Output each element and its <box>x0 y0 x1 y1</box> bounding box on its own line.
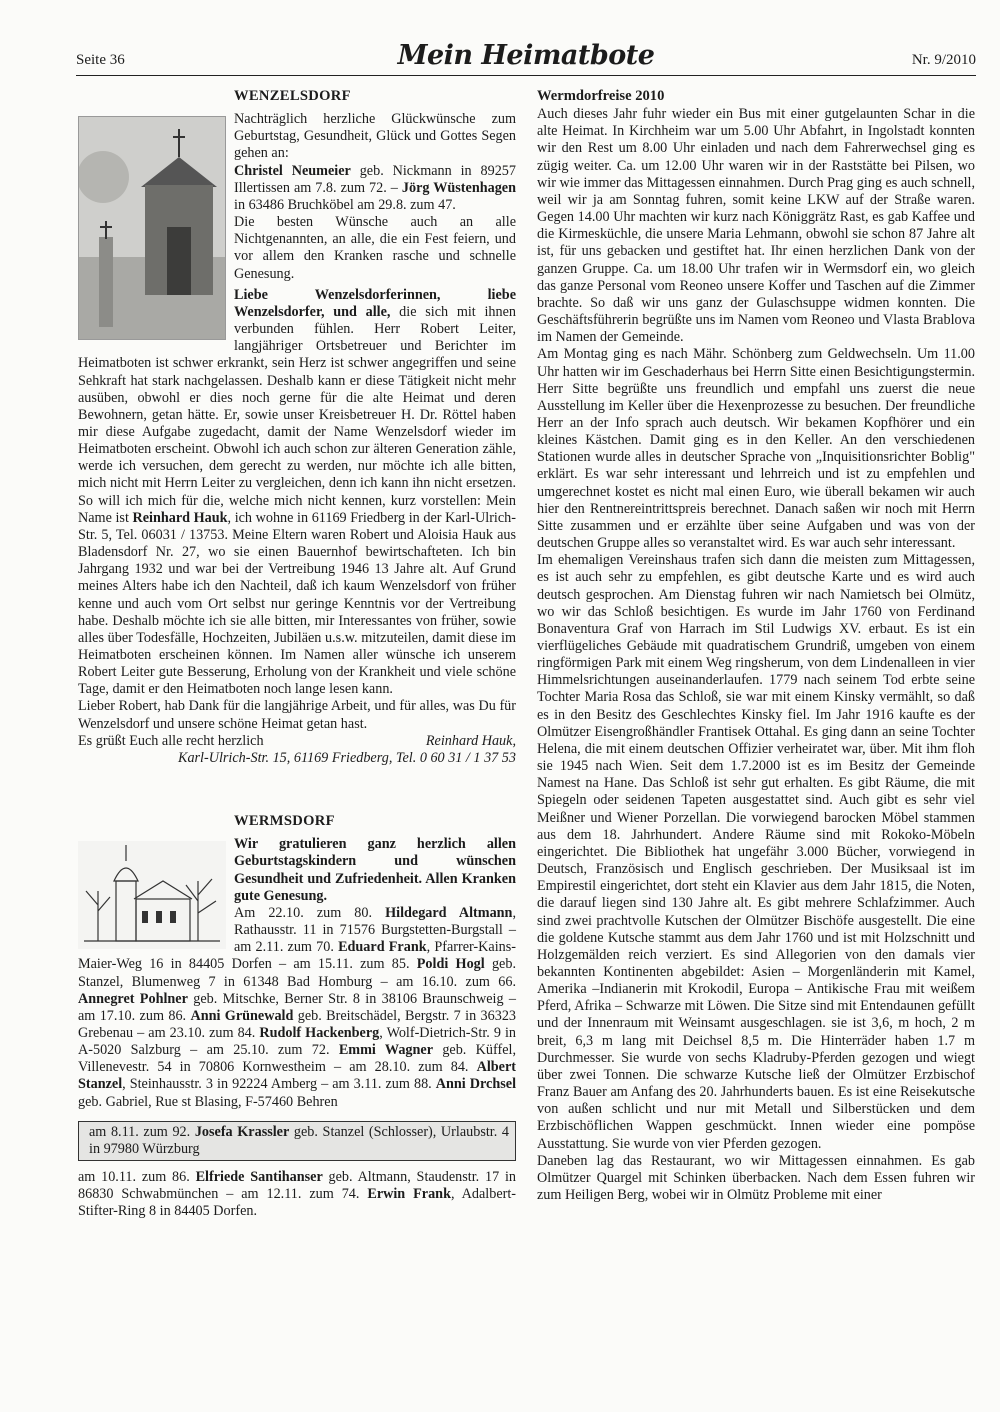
header-rule <box>76 75 976 76</box>
letter-closing: Lieber Robert, hab Dank für die langjährige Arbeit, und für alles, was Du für Wenzelsdorf und unsere schöne Heimat getan hast. <box>78 698 516 732</box>
wenzelsdorf-intro: Nachträglich herzliche Glückwünsche zum Geburtstag, Gesundheit, Glück und Gottes Segen gehen an: <box>234 111 516 162</box>
signature-line: Es grüßt Euch alle recht herzlich Reinhard Hauk, <box>78 732 516 749</box>
best-wishes: Die besten Wünsche auch an alle Nichtgenannten, an alle, die ein Fest feiern, und vor allem den Kranken rasche und schnelle Genesung. <box>234 214 516 282</box>
trip-report-title: Wermdorfreise 2010 <box>537 88 665 104</box>
wermsdorf-intro: Wir gratulieren ganz herzlich allen Geburtstagskindern und wünschen Gesundheit und Zufriedenheit. Allen Kranken gute Genesung. <box>234 836 516 904</box>
left-column <box>78 88 516 1221</box>
signature-address: Karl-Ulrich-Str. 15, 61169 Friedberg, Tel. 0 60 31 / 1 37 53 <box>177 749 516 766</box>
wenzelsdorf-title: WENZELSDORF <box>234 88 351 104</box>
letter-author: Reinhard Hauk <box>132 509 228 526</box>
wermsdorf-section <box>78 813 516 1220</box>
wermsdorf-birthdays: Am 22.10. zum 80. Hildegard Altmann, Rathausstr. 11 in 71576 Burgstetten-Burgstall – am 2.11. zum 70. Eduard Frank, Pfarrer-Kains-Maier-Weg 16 in 84405 Dorfen – am 15.11. zum 85. Poldi Hogl geb. Stanzel, Blumenweg 7 in 61348 Bad Homburg – am 16.10. zum 66. Annegret Pohlner geb. Mitschke, Berner Str. 8 in 38106 Braunschweig – am 17.10. zum 86. Anni Grünewald geb. Breitschädel, Bergstr. 7 in 36323 Grebenau – am 23.10. zum 84. Rudolf Hackenberg, Wolf-Dietrich-Str. 9 in A-5020 Salzburg – am 25.10. zum 72. Emmi Wagner geb. Küffel, Villenevestr. 54 in 70806 Kornwestheim – am 28.10. zum 84. Albert Stanzel, Steinhausstr. 3 in 92224 Amberg – am 3.11. zum 88. Anni Drchsel geb. Gabriel, Rue st Blasing, F-57460 Behren <box>78 904 517 1110</box>
trip-paragraph-2: Am Montag ging es nach Mähr. Schönberg zum Geldwechseln. Um 11.00 Uhr hatten wir im Geschaderhaus bei Herrn Sitte einen Besichtigungstermin. Herr Sitte begrüßte uns freundlich und empfahl uns zuerst die neue Ausstellung im Keller über die Hexenprozesse zu besuchen. Der freundliche Herr an der Info sprach auch deutsch. Wir bekamen Kopfhörer und ein kleines Kästchen. Damit ging es in den Keller. An den verschiedenen Stationen wurde alles in deutscher Sprache von „Inquisitionsrichter Boblig" erklärt. Es war sehr interessant und lehrreich und ist zu empfehlen und umgerechnet kostet es nicht mal einen Euro, wie überall bekamen wir auch hier den Rentnereintrittspreis berechnet. Danach saßen wir noch mit Herrn Sitte zusammen und er erzählte über seine Aufgaben und was von der deutschen Gruppe alles so veranstaltet wird. Es war auch sehr interessant. <box>537 346 975 552</box>
trip-paragraph-4: Daneben lag das Restaurant, wo wir Mittagessen einnahmen. Es gab Olmützer Quargel mit Schinken überbacken. Nach dem Essen fuhren wir zum Heiligen Berg, wobei wir in Olmütz Probleme mit einer <box>537 1152 975 1203</box>
page-header <box>76 40 976 76</box>
trip-paragraph-1: Auch dieses Jahr fuhr wieder ein Bus mit einer gutgelaunten Schar in die alte Heimat. In Kirchheim war um 5.00 Uhr Abfahrt, in Ingolstadt konnten wir den Rest um 8.00 Uhr einladen und nach dem Fahrerwechsel ging es zügig weiter. Ca. um 12.00 Uhr waren wir in der Raststätte bei Pilsen, wo wir wie immer das Mittagessen einnahmen. Durch Prag ging es auch schnell, weil wir ja am Sonntag fuhren, somit keine LKW auf der Straße waren. Gegen 14.00 Uhr machten wir kurz nach Königgrätz Rast, es gab Kaffee und die Kirmesküchle, die unsere Maria Lehmann, obwohl sie schon 87 Jahre alt ist, für uns gebacken und gestiftet hat. Ihr einen herzlichen Dank von der ganzen Gruppe. Ca. um 18.00 Uhr trafen wir in Wermsdorf ein, wo gleich das ganze Personal vom Reoneo unsere Koffer und Taschen auf die Zimmer brachte. So daß wir uns ganz der Gulaschsuppe widmen konnten. Die Geschäftsführerin begrüßte uns im Namen vom Reoneo und Vlasta Brablova im Namen der Gemeinde. <box>537 106 975 346</box>
page-number: Seite 36 <box>76 52 125 68</box>
highlighted-name: Josefa Krassler <box>194 1123 290 1140</box>
church-drawing-icon <box>78 841 226 949</box>
letter-greeting: Liebe Wenzelsdorferinnen, liebe Wenzelsdorfer, und alle, <box>234 286 516 320</box>
issue-number: Nr. 9/2010 <box>911 52 976 68</box>
wenzelsdorf-birthdays: Christel Neumeier geb. Nickmann in 89257 Illertissen am 7.8. zum 72. – Jörg Wüstenhagen in 63486 Bruchköbel am 29.8. zum 47. <box>234 162 516 213</box>
birthday-name: Christel Neumeier <box>234 162 351 179</box>
wermsdorf-birthdays-more: am 10.11. zum 86. Elfriede Santihanser geb. Altmann, Staudenstr. 17 in 86830 Schwabmünchen – am 12.11. zum 74. Erwin Frank, Adalbert-Stifter-Ring 8 in 84405 Dorfen. <box>78 1169 517 1220</box>
right-column <box>537 88 975 1204</box>
letter-body: Liebe Wenzelsdorferinnen, liebe Wenzelsdorfer, und alle, die sich mit ihnen verbunden fühlen. Herr Robert Leiter, langjähriger Ortsbetreuer und Berichter im Heimatboten ist schwer erkrankt, sein Herz ist schwer angegriffen und seine Sehkraft hat stark nachgelassen. Deshalb kann er diese Tätigkeit nicht mehr ausüben, obwohl er dies noch gerne für die alte Heimat und deren Bewohnern, getan hätte. Er, sowie unser Kreisbetreuer H. Dr. Röttel haben mir diese Aufgabe zugedacht, damit der Name Wenzelsdorf wieder im Heimatboten erscheint. Obwohl ich auch schon zur älteren Generation zähle, werde ich versuchen, dem gerecht zu werden, nur möchte ich alle bitten, mich nicht mit Herrn Leiter zu vergleichen, denn ich kann ihn nicht ersetzen. So will ich mich für die, welche mich nicht kennen, kurz vorstellen: Mein Name ist Reinhard Hauk, ich wohne in 61169 Friedberg in der Karl-Ulrich-Str. 5, Tel. 06031 / 13753. Meine Eltern waren Robert und Aloisia Hauk aus Bladensdorf Nr. 27, wo sie einen Bauernhof bewirtschafteten. Ich bin Jahrgang 1932 und war bei der Vertreibung 1946 13 Jahre alt. Auf Grund meines Alters habe ich den Nachteil, daß ich kaum Wenzelsdorf von früher kenne und auch vom Ort selbst nur geringe Kenntnis vor der Vertreibung habe. Deshalb möchte ich sie alle bitten, mir Interessantes von früher, sowie alles über Todesfälle, Hochzeiten, Jubiläen u.s.w. mitzuteilen, damit diese im Heimatboten erscheinen können. Im Namen aller wünsche ich unserem Robert Leiter gute Besserung, Erholung von der Krankheit und viele schöne Tage, damit er den Heimatboten noch lange lesen kann. <box>78 286 516 698</box>
wenzelsdorf-section <box>78 88 516 767</box>
wermsdorf-title: WERMSDORF <box>234 813 335 830</box>
chapel-photo-icon <box>78 116 226 340</box>
trip-paragraph-3: Im ehemaligen Vereinshaus trafen sich dann die meisten zum Mittagessen, es ist auch sehr zu empfehlen, es gibt deutsche Karte und es wird auch deutsch gesprochen. Am Dienstag fuhren wir nach Namietsch bei Olmütz, wo wir das Schloß besichtigen. Es wurde im Jahr 1760 von Ferdinand Bonaventura Graf von Harrach im Stil Ludwigs XV. erbaut. Es ist ein vierflügeliches Gebäude mit quadratischem Grundriß, umgeben von einem ringförmigen Park mit einem Weg ringsherum, von dem Lindenalleen in vier Himmelsrichtungen auseinanderlaufen. 1779 nach seinem Tod erbte seine Tochter Maria Rosa das Schloß, sie war mit einem Kinsky vermählt, so daß es in den Besitz des Geschlechtes Kinsky fiel. Im Jahr 1916 kaufte es der Olmützer Eisengroßhändler Frantisek Ottahal. Es ging dann an seine Tochter Helena, die mit einem deutschen Offizier verheiratet war, über. Mit ihm floh sie 1945 nach Wien. Seit dem 1.7.2000 ist es im Besitz der Gemeinde Namest na Hane. Das Schloß ist sehr gut erhalten. Es gibt Räume, die mit Spiegeln oder seidenen Tapeten ausgestattet sind. Auch gibt es sehr viel Meißner und Wiener Porzellan. Die vorwiegend barocken Möbel stammen aus dem 18. Jahrhundert. Andere Räume sind mit Rokoko-Möbeln eingerichtet. Die Bibliothek hat ungefähr 3.000 Bücher, vorwiegend in Deutsch, Französisch und Englisch geschrieben. Der Musiksaal ist im Empirestil eingerichtet, dort steht ein Klavier aus dem Jahr 1815, die Noten, die darauf liegen sind 130 Jahre alt. Es gibt mehrere Schlafzimmer. Auch sind zwei prachtvolle Kutschen der Olmützer Bischöfe ausgestellt. Die eine die goldene Kutsche stammt aus dem Jahr 1760 und ist mit Holzschnitt und Holzgemälden reich verziert. Es sind Allegorien von den damals vier bekannten Kontinenten abgebildet: Asien – Morgenländerin mit Kamel, Amerika –Indianerin mit Krokodil, Europa – Antikische Frau mit weißem Pferd, Afrika – Schwarze mit Löwen. Die Sitze sind mit Entendaunen gefüllt und der Innenraum mit Weinsamt ausgeschlagen. sie ist 3,6, m hoch, 2 m breit, 6,3 m lang mit Deichsel 8,5 m. Die Hinterräder haben 1.7 m Durchmesser. Sie wurde von sechs Kladruby-Pferden gezogen und wiegt über zwei Tonnen. Die schwarze Kutsche ließ der Olmützer Erzbischof Franz Bauer am Anfang des 20. Jahrhunderts bauen. Es ist eine Reisekutsche von außen schlicht und nur mit Metall und Silberstücken und dem Erzbischöflichen Wappen geschmückt. Innen wieder eine pompöse Ausstattung. Sie wurde von vier Pferden gezogen. <box>537 552 975 1152</box>
masthead-title: Mein Heimatbote <box>397 40 655 71</box>
highlighted-birthday-box: am 8.11. zum 92. Josefa Krassler geb. Stanzel (Schlosser), Urlaubstr. 4 in 97980 Würzburg <box>78 1121 516 1161</box>
signature-name: Reinhard Hauk, <box>425 732 516 749</box>
birthday-name: Jörg Wüstenhagen <box>401 179 516 196</box>
